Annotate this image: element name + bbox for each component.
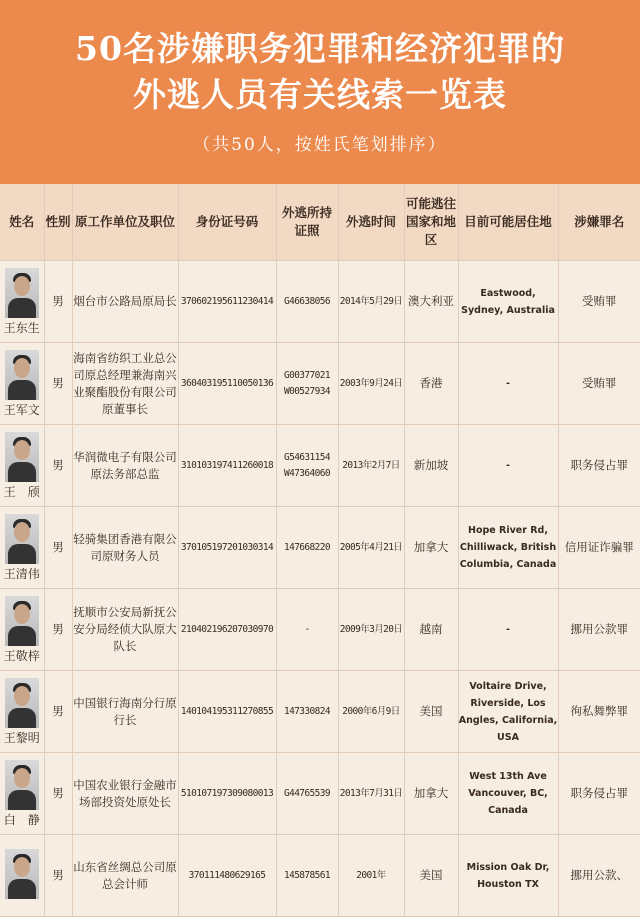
title-line-1: 50名涉嫌职务犯罪和经济犯罪的 bbox=[75, 29, 565, 68]
cell-unit: 轻骑集团香港有限公司原财务人员 bbox=[72, 507, 178, 589]
cell-residence: Voltaire Drive, Riverside, Los Angles, California, USA bbox=[458, 671, 558, 753]
cell-passport: - bbox=[276, 589, 338, 671]
cell-country: 美国 bbox=[404, 671, 458, 753]
cell-gender: 男 bbox=[44, 589, 72, 671]
cell-country: 加拿大 bbox=[404, 507, 458, 589]
column-header-residence: 目前可能居住地 bbox=[458, 184, 558, 261]
cell-date: 2013年7月31日 bbox=[338, 753, 404, 835]
cell-gender: 男 bbox=[44, 835, 72, 917]
cell-date: 2009年3月20日 bbox=[338, 589, 404, 671]
portrait-photo bbox=[5, 678, 39, 728]
table-row bbox=[0, 507, 640, 589]
cell-passport: G00377021 W00527934 bbox=[276, 343, 338, 425]
cell-date: 2000年6月9日 bbox=[338, 671, 404, 753]
title-line-2: 外逃人员有关线索一览表 bbox=[133, 75, 507, 114]
cell-crime: 信用证诈骗罪 bbox=[558, 507, 640, 589]
cell-unit: 中国银行海南分行原行长 bbox=[72, 671, 178, 753]
table-header-row bbox=[0, 184, 640, 261]
cell-crime: 挪用公款、 bbox=[558, 835, 640, 917]
person-name: 王清伟 bbox=[3, 567, 40, 581]
portrait-photo bbox=[5, 350, 39, 400]
cell-gender: 男 bbox=[44, 343, 72, 425]
person-name: 王敬梓 bbox=[3, 649, 40, 663]
cell-date: 2001年 bbox=[338, 835, 404, 917]
page-title bbox=[0, 26, 640, 118]
cell-country: 美国 bbox=[404, 835, 458, 917]
cell-photo-name bbox=[0, 835, 44, 917]
cell-residence: - bbox=[458, 343, 558, 425]
cell-passport: G44765539 bbox=[276, 753, 338, 835]
cell-crime: 职务侵占罪 bbox=[558, 425, 640, 507]
cell-unit: 抚顺市公安局新抚公安分局经侦大队原大队长 bbox=[72, 589, 178, 671]
cell-residence: Mission Oak Dr, Houston TX bbox=[458, 835, 558, 917]
table-row bbox=[0, 835, 640, 917]
column-header-passport: 外逃所持证照 bbox=[276, 184, 338, 261]
cell-residence: - bbox=[458, 589, 558, 671]
person-name: 白 静 bbox=[3, 813, 40, 827]
cell-id: 370111480629165 bbox=[178, 835, 276, 917]
cell-id: 140104195311270855 bbox=[178, 671, 276, 753]
table-body bbox=[0, 261, 640, 917]
cell-gender: 男 bbox=[44, 261, 72, 343]
table-row bbox=[0, 343, 640, 425]
portrait-photo bbox=[5, 268, 39, 318]
cell-crime: 徇私舞弊罪 bbox=[558, 671, 640, 753]
cell-crime: 受贿罪 bbox=[558, 343, 640, 425]
cell-unit: 华润微电子有限公司原法务部总监 bbox=[72, 425, 178, 507]
cell-photo-name bbox=[0, 343, 44, 425]
cell-unit: 烟台市公路局原局长 bbox=[72, 261, 178, 343]
cell-gender: 男 bbox=[44, 425, 72, 507]
cell-passport: 147668220 bbox=[276, 507, 338, 589]
cell-id: 310103197411260018 bbox=[178, 425, 276, 507]
cell-id: 510107197309080013 bbox=[178, 753, 276, 835]
cell-country: 澳大利亚 bbox=[404, 261, 458, 343]
cell-unit: 中国农业银行金融市场部投资处原处长 bbox=[72, 753, 178, 835]
page-header bbox=[0, 0, 640, 184]
cell-photo-name bbox=[0, 261, 44, 343]
portrait-photo bbox=[5, 849, 39, 899]
fugitive-table bbox=[0, 184, 640, 917]
person-name: 王黎明 bbox=[3, 731, 40, 745]
cell-id: 360403195110050136 bbox=[178, 343, 276, 425]
portrait-photo bbox=[5, 432, 39, 482]
portrait-photo bbox=[5, 596, 39, 646]
cell-date: 2005年4月21日 bbox=[338, 507, 404, 589]
cell-photo-name bbox=[0, 425, 44, 507]
table-row bbox=[0, 671, 640, 753]
cell-id: 370105197201030314 bbox=[178, 507, 276, 589]
person-name: 王 颀 bbox=[3, 485, 40, 499]
cell-unit: 山东省丝绸总公司原总会计师 bbox=[72, 835, 178, 917]
cell-date: 2014年5月29日 bbox=[338, 261, 404, 343]
person-name: 王军文 bbox=[3, 403, 40, 417]
cell-id: 370602195611230414 bbox=[178, 261, 276, 343]
column-header-unit: 原工作单位及职位 bbox=[72, 184, 178, 261]
cell-passport: 145878561 bbox=[276, 835, 338, 917]
cell-id: 210402196207030970 bbox=[178, 589, 276, 671]
cell-residence: - bbox=[458, 425, 558, 507]
person-name: 王东生 bbox=[3, 321, 40, 335]
table-row bbox=[0, 261, 640, 343]
portrait-photo bbox=[5, 514, 39, 564]
cell-passport: G46638056 bbox=[276, 261, 338, 343]
cell-residence: Eastwood, Sydney, Australia bbox=[458, 261, 558, 343]
cell-country: 加拿大 bbox=[404, 753, 458, 835]
cell-gender: 男 bbox=[44, 753, 72, 835]
cell-crime: 职务侵占罪 bbox=[558, 753, 640, 835]
table-row bbox=[0, 425, 640, 507]
cell-unit: 海南省纺织工业总公司原总经理兼海南兴业聚酯股份有限公司原董事长 bbox=[72, 343, 178, 425]
cell-passport: G54631154 W47364060 bbox=[276, 425, 338, 507]
page-subtitle: （共50人，按姓氏笔划排序） bbox=[193, 135, 447, 155]
table-row bbox=[0, 589, 640, 671]
column-header-gender: 性别 bbox=[44, 184, 72, 261]
cell-photo-name bbox=[0, 671, 44, 753]
cell-residence: West 13th Ave Vancouver, BC, Canada bbox=[458, 753, 558, 835]
cell-gender: 男 bbox=[44, 671, 72, 753]
cell-gender: 男 bbox=[44, 507, 72, 589]
column-header-country: 可能逃往国家和地区 bbox=[404, 184, 458, 261]
column-header-date: 外逃时间 bbox=[338, 184, 404, 261]
cell-crime: 挪用公款罪 bbox=[558, 589, 640, 671]
portrait-photo bbox=[5, 760, 39, 810]
cell-country: 越南 bbox=[404, 589, 458, 671]
cell-residence: Hope River Rd, Chilliwack, British Columbia, Canada bbox=[458, 507, 558, 589]
column-header-id: 身份证号码 bbox=[178, 184, 276, 261]
column-header-name: 姓名 bbox=[0, 184, 44, 261]
table-row bbox=[0, 753, 640, 835]
cell-photo-name bbox=[0, 507, 44, 589]
column-header-crime: 涉嫌罪名 bbox=[558, 184, 640, 261]
cell-photo-name bbox=[0, 589, 44, 671]
cell-crime: 受贿罪 bbox=[558, 261, 640, 343]
cell-photo-name bbox=[0, 753, 44, 835]
cell-date: 2013年2月7日 bbox=[338, 425, 404, 507]
cell-date: 2003年9月24日 bbox=[338, 343, 404, 425]
cell-passport: 147330824 bbox=[276, 671, 338, 753]
cell-country: 新加坡 bbox=[404, 425, 458, 507]
cell-country: 香港 bbox=[404, 343, 458, 425]
